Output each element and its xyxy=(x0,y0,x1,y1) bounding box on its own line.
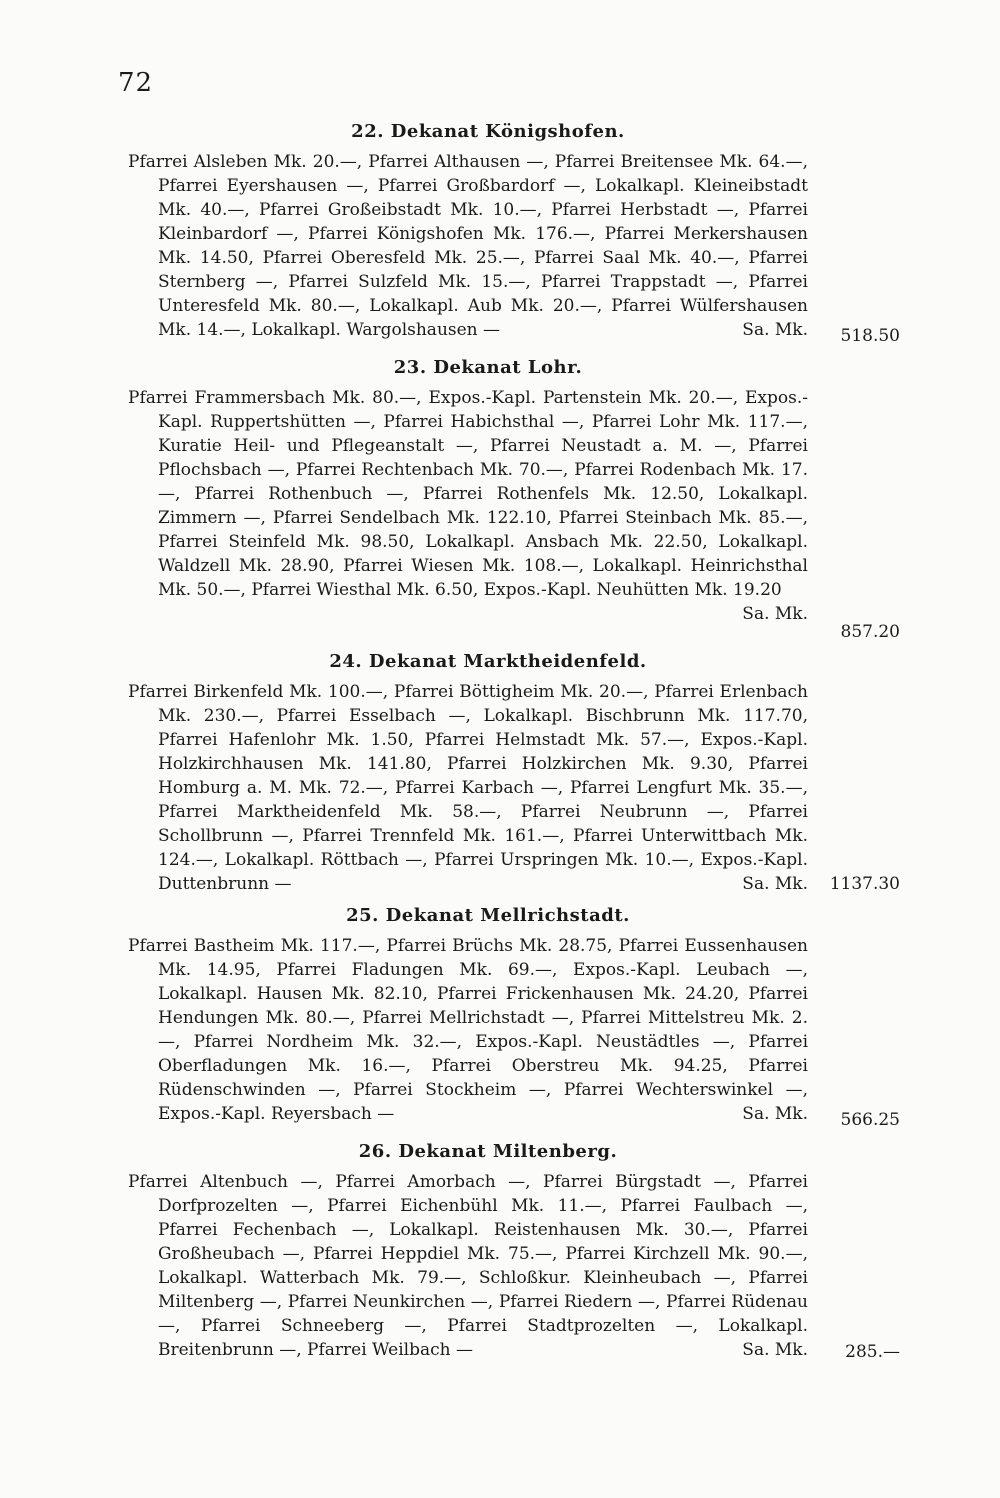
page-number: 72 xyxy=(118,68,154,98)
section-dekanat-marktheidenfeld xyxy=(128,648,900,896)
section-dekanat-miltenberg xyxy=(128,1138,900,1364)
sum-label: Sa. Mk. xyxy=(742,1104,808,1124)
section-heading: 25. Dekanat Mellrichstadt. xyxy=(346,905,630,926)
sum-label: Sa. Mk. xyxy=(742,320,808,340)
text-column xyxy=(128,118,900,1364)
section-total: 857.20 xyxy=(840,622,900,642)
sum-label: Sa. Mk. xyxy=(742,1340,808,1360)
section-dekanat-lohr xyxy=(128,354,900,644)
section-heading: 26. Dekanat Miltenberg. xyxy=(358,1141,618,1162)
section-total: 1137.30 xyxy=(829,874,900,894)
section-body xyxy=(128,1170,808,1362)
section-heading: 23. Dekanat Lohr. xyxy=(393,357,583,378)
section-heading: 22. Dekanat Königshofen. xyxy=(351,121,625,142)
section-body xyxy=(128,680,808,896)
section-heading: 24. Dekanat Marktheidenfeld. xyxy=(329,651,647,672)
section-body xyxy=(128,150,808,342)
section-total: 285.— xyxy=(845,1342,900,1362)
section-total: 518.50 xyxy=(840,326,900,346)
section-dekanat-mellrichstadt xyxy=(128,902,900,1132)
section-total: 566.25 xyxy=(840,1110,900,1130)
section-dekanat-koenigshofen xyxy=(128,118,900,348)
section-text: Pfarrei Frammersbach Mk. 80.—, Expos.-Kapl. Partenstein Mk. 20.—, Expos.-Kapl. Ruppertshütten —, Pfarrei Habichsthal —, Pfarrei Lohr Mk. 117.—, Kuratie Heil- und Pflegeanstalt —, Pfarrei Neustadt a. M. —, Pfarrei Pflochsbach —, Pfarrei Rechtenbach Mk. 70.—, Pfarrei Rodenbach Mk. 17.—, Pfarrei Rothenbuch —, Pfarrei Rothenfels Mk. 12.50, Lokalkapl. Zimmern —, Pfarrei Sendelbach Mk. 122.10, Pfarrei Steinbach Mk. 85.—, Pfarrei Steinfeld Mk. 98.50, Lokalkapl. Ansbach Mk. 22.50, Lokalkapl. Waldzell Mk. 28.90, Pfarrei Wiesen Mk. 108.—, Lokalkapl. Heinrichsthal Mk. 50.—, Pfarrei Wiesthal Mk. 6.50, Expos.-Kapl. Neuhütten Mk. 19.20 xyxy=(128,388,808,600)
section-body xyxy=(128,934,808,1126)
section-text: Pfarrei Birkenfeld Mk. 100.—, Pfarrei Böttigheim Mk. 20.—, Pfarrei Erlenbach Mk. 230.—, Pfarrei Esselbach —, Lokalkapl. Bischbrunn Mk. 117.70, Pfarrei Hafenlohr Mk. 1.50, Pfarrei Helmstadt Mk. 57.—, Expos.-Kapl. Holzkirchhausen Mk. 141.80, Pfarrei Holzkirchen Mk. 9.30, Pfarrei Homburg a. M. Mk. 72.—, Pfarrei Karbach —, Pfarrei Lengfurt Mk. 35.—, Pfarrei Marktheidenfeld Mk. 58.—, Pfarrei Neubrunn —, Pfarrei Schollbrunn —, Pfarrei Trennfeld Mk. 161.—, Pfarrei Unterwittbach Mk. 124.—, Lokalkapl. Röttbach —, Pfarrei Urspringen Mk. 10.—, Expos.-Kapl. Duttenbrunn — xyxy=(128,682,808,894)
section-text: Pfarrei Altenbuch —, Pfarrei Amorbach —, Pfarrei Bürgstadt —, Pfarrei Dorfprozelten —, Pfarrei Eichenbühl Mk. 11.—, Pfarrei Faulbach —, Pfarrei Fechenbach —, Lokalkapl. Reistenhausen Mk. 30.—, Pfarrei Großheubach —, Pfarrei Heppdiel Mk. 75.—, Pfarrei Kirchzell Mk. 90.—, Lokalkapl. Watterbach Mk. 79.—, Schloßkur. Kleinheubach —, Pfarrei Miltenberg —, Pfarrei Neunkirchen —, Pfarrei Riedern —, Pfarrei Rüdenau —, Pfarrei Schneeberg —, Pfarrei Stadtprozelten —, Lokalkapl. Breitenbrunn —, Pfarrei Weilbach — xyxy=(128,1172,808,1360)
section-body xyxy=(128,386,808,624)
sum-label: Sa. Mk. xyxy=(742,604,808,624)
sum-label: Sa. Mk. xyxy=(742,874,808,894)
section-text: Pfarrei Alsleben Mk. 20.—, Pfarrei Althausen —, Pfarrei Breitensee Mk. 64.—, Pfarrei Eyershausen —, Pfarrei Großbardorf —, Lokalkapl. Kleineibstadt Mk. 40.—, Pfarrei Großeibstadt Mk. 10.—, Pfarrei Herbstadt —, Pfarrei Kleinbardorf —, Pfarrei Königshofen Mk. 176.—, Pfarrei Merkershausen Mk. 14.50, Pfarrei Oberesfeld Mk. 25.—, Pfarrei Saal Mk. 40.—, Pfarrei Sternberg —, Pfarrei Sulzfeld Mk. 15.—, Pfarrei Trappstadt —, Pfarrei Unteresfeld Mk. 80.—, Lokalkapl. Aub Mk. 20.—, Pfarrei Wülfershausen Mk. 14.—, Lokalkapl. Wargolshausen — xyxy=(128,152,808,340)
section-text: Pfarrei Bastheim Mk. 117.—, Pfarrei Brüchs Mk. 28.75, Pfarrei Eussenhausen Mk. 14.95, Pfarrei Fladungen Mk. 69.—, Expos.-Kapl. Leubach —, Lokalkapl. Hausen Mk. 82.10, Pfarrei Frickenhausen Mk. 24.20, Pfarrei Hendungen Mk. 80.—, Pfarrei Mellrichstadt —, Pfarrei Mittelstreu Mk. 2.—, Pfarrei Nordheim Mk. 32.—, Expos.-Kapl. Neustädtles —, Pfarrei Oberfladungen Mk. 16.—, Pfarrei Oberstreu Mk. 94.25, Pfarrei Rüdenschwinden —, Pfarrei Stockheim —, Pfarrei Wechterswinkel —, Expos.-Kapl. Reyersbach — xyxy=(128,936,808,1124)
